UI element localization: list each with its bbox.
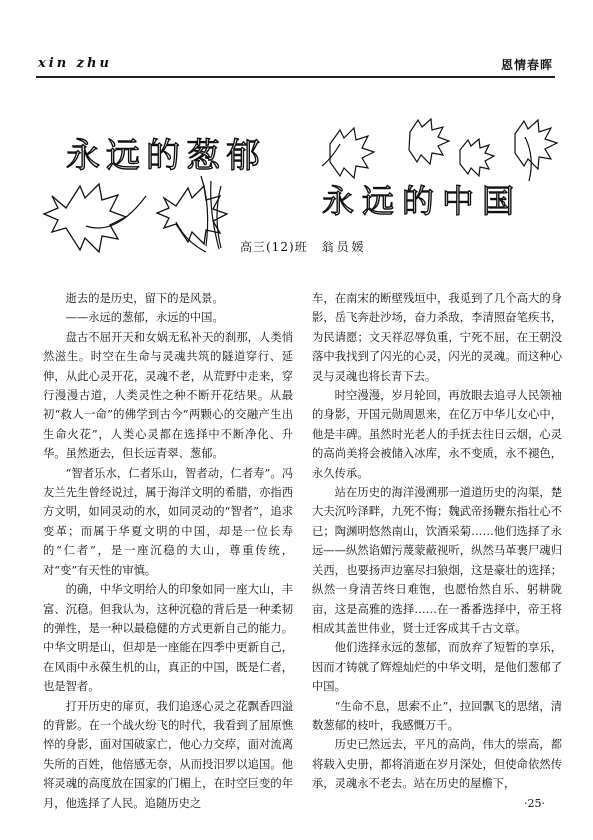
paragraph: ——永远的葱郁，永远的中国。 bbox=[65, 311, 224, 325]
paragraph: 站在历史的海洋漫溯那一道道历史的沟渠，楚大夫沉吟泽畔，九死不悔；魏武帝扬鞭东指壮心不已；陶渊明悠然南山，饮酒采菊……他们选择了永远——纵然谄媚污蔑蒙蔽视听，纵然马革裹尸魂归关西，也要扬声边塞尽扫狼烟，这是豪壮的选择；纵然一身清苦终日难饱，也愿怡然自乐、躬耕陇亩，这是高雅的选择……在一番番选择中，帝王将相成其盖世伟业，贤士迁客成其千古文章。 bbox=[312, 486, 562, 635]
byline-class: 高三(12)班 bbox=[240, 240, 308, 254]
section-pinyin: xin zhu bbox=[38, 56, 112, 71]
page-number: ·25· bbox=[524, 797, 545, 810]
byline bbox=[240, 238, 367, 255]
paragraph: 车，在南宋的断壁残垣中，我觅到了几个高大的身影，岳飞奔赴沙场，奋力杀敌，李清照奋笔疾书，为民请愿；文天祥忍辱负重，宁死不屈，在王朝没落中我找到了闪光的心灵，闪光的灵魂。而这种心灵与灵魂也将长青下去。 bbox=[312, 292, 562, 383]
article-title-line-2: 永远的中国 bbox=[322, 182, 523, 220]
header-divider bbox=[36, 76, 555, 78]
paragraph: 历史已然远去，平凡的高尚，伟大的崇高，都将载入史册，都将消逝在岁月深处，但使命依然传承，灵魂永不老去。站在历史的屋檐下， bbox=[312, 738, 562, 791]
body-column-right bbox=[312, 289, 562, 794]
paragraph: 打开历史的扉页，我们追逐心灵之花飘香四溢的背影。在一个战火纷飞的时代，我看到了屈原憔悴的身影，面对国破家亡，他心力交瘁，面对流离失所的百姓，他倍感无奈，从而投汨罗以追国。他将灵魂的高度放在国家的门楣上，在时空巨变的年月，他选择了人民。追随历史之 bbox=[43, 699, 293, 810]
section-title: 恩情春晖 bbox=[500, 58, 553, 72]
paragraph: “生命不息，思索不止”，拉回飘飞的思绪，清数葱郁的枝叶，我感慨万千。 bbox=[312, 699, 562, 732]
paragraph: 的确，中华文明给人的印象如同一座大山，丰富、沉稳。但我认为，这种沉稳的背后是一种柔韧的弹性，是一种以最稳健的方式更新自己的能力。中华文明是山，但却是一座能在四季中更新自己，在风雨中永葆生机的山，真正的中国，既是仁者，也是智者。 bbox=[43, 583, 293, 694]
article-title-line-1: 永远的葱郁 bbox=[66, 136, 266, 176]
paragraph: 时空漫漫，岁月轮回，再放眼去追寻人民领袖的身影，开国元勋周恩来，在亿万中华儿女心中，他是丰碑。虽然时光老人的手抚去往日云烟，心灵的高尚美将会被储入冰库，永不变质，永不褪色，永久传承。 bbox=[312, 389, 562, 480]
paragraph: 盘古不屈开天和女娲无私补天的刹那，人类悄然滋生。时空在生命与灵魂共筑的隧道穿行、延伸，从此心灵开花，灵魂不老，从荒野中走来，穿行漫漫古道，人类灵性之种不断开花结果。从最初“救人一命”的佛学到古今“两颗心的交融产生出生命火花”，人类心灵都在选择中不断净化、升华。虽然逝去，但长远青翠、葱郁。 bbox=[43, 330, 293, 461]
paragraph: “智者乐水，仁者乐山，智者动，仁者寿”。冯友兰先生曾经说过，属于海洋文明的希腊，亦指西方文明，如同灵动的水，如同灵动的“智者”，追求变革；而属于华夏文明的中国，却是一位长寿的“仁者”，是一座沉稳的大山，尊重传统，对“变”有天性的审慎。 bbox=[43, 466, 293, 577]
leaf-cluster-top-right-icon bbox=[310, 104, 560, 184]
byline-author: 翁员媛 bbox=[321, 240, 367, 254]
paragraph: 他们选择永远的葱郁，而放弃了短暂的享乐，因而才铸就了辉煌灿烂的中华文明，是他们葱郁了中国。 bbox=[312, 641, 562, 694]
body-column-left bbox=[43, 289, 293, 813]
paragraph: 逝去的是历史，留下的是风景。 bbox=[65, 292, 224, 305]
maple-leaf-left-icon bbox=[26, 166, 256, 256]
